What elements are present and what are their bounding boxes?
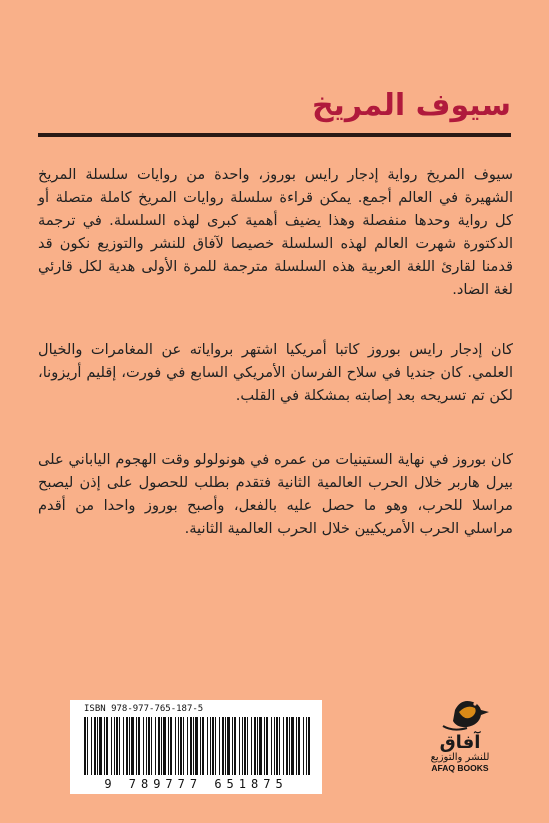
barcode-bar (279, 717, 280, 775)
barcode-bar (283, 717, 284, 775)
barcode-bar (126, 717, 128, 775)
publisher-name: AFAQ BOOKS (431, 763, 489, 773)
barcode-bar (114, 717, 115, 775)
barcode-bar (131, 717, 134, 775)
logo-glyph: آفاق (439, 732, 481, 752)
barcode-bar (123, 717, 124, 775)
barcode-bar (215, 717, 216, 775)
barcode-bar (232, 717, 233, 775)
barcode-bar (264, 717, 265, 775)
barcode-bar (183, 717, 184, 775)
barcode-bar (286, 717, 288, 775)
barcode-bar (259, 717, 262, 775)
synopsis-paragraph: سيوف المريخ رواية إدجار رايس بوروز، واحدة من روايات سلسلة المريخ الشهيرة في العالم أجمع. يمكن قراءة سلسلة روايات المريخ كاملة متصلة أو كل رواية وحدها منفصلة وهذا يضيف أهمية كبرى لهذه السلسلة. في ترجمة الدكتورة شهرت العالم لهذه السلسلة خصيصا لآفاق للنشر والتوزيع نكون قد قدمنا لقارئ اللغة العربية هذه السلسلة مترجمة للمرة الأولى هدية لكل قارئي لغة الضاد. (38, 166, 513, 298)
barcode-bar (289, 717, 290, 775)
barcode-bar (291, 717, 294, 775)
barcode-bar (225, 717, 226, 775)
barcode-bar (247, 717, 248, 775)
barcode-bar (97, 717, 98, 775)
barcode-bar (266, 717, 268, 775)
barcode-bar (274, 717, 275, 775)
barcode-bar (239, 717, 240, 775)
barcode-bar (222, 717, 224, 775)
barcode-bar (193, 717, 194, 775)
barcode-bar (158, 717, 160, 775)
barcode-bar (210, 717, 211, 775)
barcode-bar (306, 717, 307, 775)
barcode-bar (219, 717, 220, 775)
barcode-bar (244, 717, 246, 775)
barcode-bar (84, 717, 86, 775)
publisher-tagline: للنشر والتوزيع (430, 752, 490, 763)
barcode-bar (116, 717, 118, 775)
barcode-bar (234, 717, 236, 775)
barcode-bar (227, 717, 230, 775)
barcode-bar (296, 717, 297, 775)
barcode-bar (276, 717, 278, 775)
barcode-bar (111, 717, 112, 775)
barcode-bar (138, 717, 140, 775)
barcode-bar (87, 717, 88, 775)
barcode-bar (99, 717, 102, 775)
barcode-bar (251, 717, 252, 775)
barcode-bar (190, 717, 192, 775)
title-divider (38, 133, 511, 137)
barcode-bar (207, 717, 208, 775)
barcode-bar (308, 717, 310, 775)
bird-logo-icon (425, 690, 495, 752)
barcode-bar (254, 717, 256, 775)
isbn-label: ISBN 978-977-765-187-5 (84, 704, 204, 714)
barcode-bar (242, 717, 243, 775)
book-title: سيوف المريخ (311, 88, 511, 123)
barcode-bar (94, 717, 96, 775)
barcode-bar (104, 717, 105, 775)
barcode-bar (148, 717, 150, 775)
barcode-bar (303, 717, 304, 775)
barcode-bar (175, 717, 176, 775)
barcode-bar (91, 717, 92, 775)
barcode-bar (155, 717, 156, 775)
barcode-bar (151, 717, 152, 775)
barcode-bar (180, 717, 182, 775)
barcode-bar (178, 717, 179, 775)
barcode-bar (212, 717, 214, 775)
barcode-bar (119, 717, 120, 775)
barcode-bar (200, 717, 201, 775)
barcode-bar (136, 717, 137, 775)
barcode-bar (170, 717, 172, 775)
barcode-bar (195, 717, 198, 775)
barcode-bars (84, 717, 310, 775)
barcode-bar (271, 717, 272, 775)
barcode-bar (168, 717, 169, 775)
barcode-bar (163, 717, 166, 775)
barcode-digits: 9 789777 651875 (104, 777, 288, 791)
barcode-bar (146, 717, 147, 775)
barcode-bar (161, 717, 162, 775)
barcode-bar (187, 717, 188, 775)
barcode-bar (257, 717, 258, 775)
isbn-barcode (70, 700, 322, 794)
author-history-paragraph: كان بوروز في نهاية الستينيات من عمره في هونولولو وقت الهجوم الياباني على بيرل هاربر خلال الحرب العالمية الثانية فتقدم بطلب للحصول على إذن ليصبح مراسلا للحرب، وهو ما حصل عليه بالفعل، وأصبح بوروز واحدا من أقدم مراسلي الحرب الأمريكيين خلال الحرب العالمية الثانية. (38, 451, 513, 537)
barcode-bar (143, 717, 144, 775)
barcode-bar (202, 717, 204, 775)
barcode-bar (129, 717, 130, 775)
publisher-logo (415, 690, 505, 795)
barcode-bar (298, 717, 300, 775)
author-bio-paragraph: كان إدجار رايس بوروز كاتبا أمريكيا اشتهر برواياته عن المغامرات والخيال العلمي. كان جنديا في سلاح الفرسان الأمريكي السابع في فورت، إقليم أريزونا، لكن تم تسريحه بعد إصابته بمشكلة في القلب. (38, 341, 513, 404)
barcode-bar (106, 717, 108, 775)
